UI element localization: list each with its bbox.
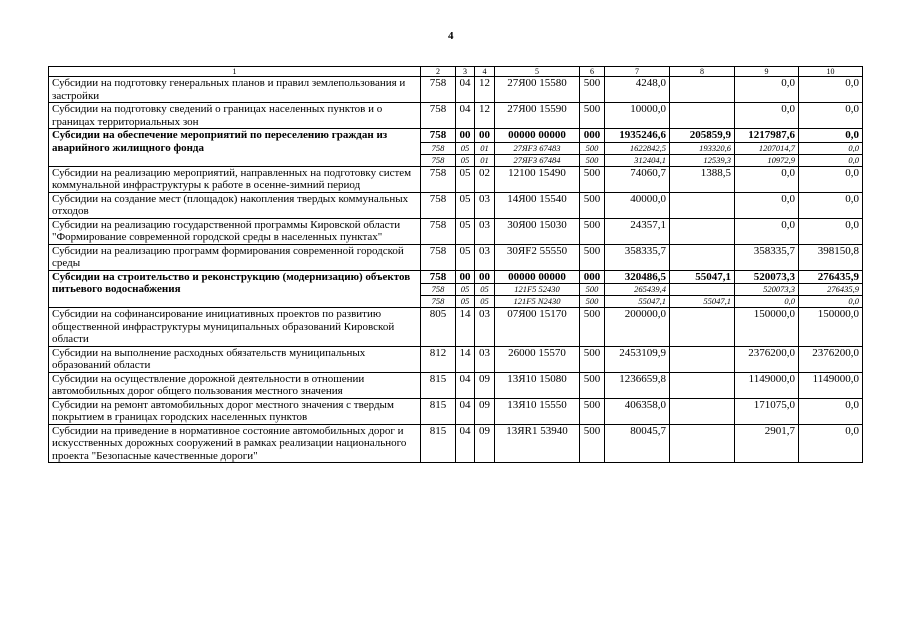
cell-c9: 0,0: [735, 192, 799, 218]
cell-c2: 758: [421, 103, 456, 129]
cell-c7: 10000,0: [605, 103, 670, 129]
cell-c8: [670, 192, 735, 218]
column-header: 10: [799, 67, 863, 77]
subcell-c7: 265439,4: [605, 284, 670, 296]
cell-c6: 500: [580, 398, 605, 424]
cell-c4: 02: [475, 166, 495, 192]
table-row: [49, 218, 863, 244]
cell-c9: 171075,0: [735, 398, 799, 424]
subcell-c6: 500: [580, 284, 605, 296]
cell-c8: 1388,5: [670, 166, 735, 192]
subcell-c3: 05: [456, 154, 475, 166]
cell-c10: 0,0: [799, 129, 863, 143]
subcell-c10: 0,0: [799, 296, 863, 308]
subcell-c2: 758: [421, 284, 456, 296]
cell-c9: 0,0: [735, 103, 799, 129]
cell-c6: 000: [580, 270, 605, 284]
subcell-c7: 312404,1: [605, 154, 670, 166]
column-header: 7: [605, 67, 670, 77]
cell-c3: 04: [456, 372, 475, 398]
cell-c3: 04: [456, 103, 475, 129]
page-number: 4: [448, 30, 454, 42]
subcell-c8: 55047,1: [670, 296, 735, 308]
row-description: Субсидии на выполнение расходных обязательств муниципальных образований области: [49, 346, 421, 372]
column-header: 4: [475, 67, 495, 77]
column-header: 3: [456, 67, 475, 77]
subcell-c4: 01: [475, 154, 495, 166]
cell-c4: 03: [475, 218, 495, 244]
subcell-c8: [670, 284, 735, 296]
row-description: Субсидии на софинансирование инициативных проектов по развитию общественной инфраструктуры муниципальных образований Кировской области: [49, 308, 421, 347]
cell-c9: 0,0: [735, 166, 799, 192]
subcell-c8: 12539,3: [670, 154, 735, 166]
cell-c2: 758: [421, 129, 456, 143]
subcell-c10: 0,0: [799, 142, 863, 154]
subcell-c9: 1207014,7: [735, 142, 799, 154]
cell-c9: 1217987,6: [735, 129, 799, 143]
subcell-c2: 758: [421, 154, 456, 166]
cell-c2: 758: [421, 218, 456, 244]
subcell-c4: 05: [475, 284, 495, 296]
cell-c6: 500: [580, 424, 605, 463]
cell-c10: 0,0: [799, 166, 863, 192]
cell-c6: 500: [580, 103, 605, 129]
cell-c2: 805: [421, 308, 456, 347]
cell-c7: 1236659,8: [605, 372, 670, 398]
row-description: Субсидии на ремонт автомобильных дорог местного значения с твердым покрытием в границах городских населенных пунктов: [49, 398, 421, 424]
cell-c4: 12: [475, 77, 495, 103]
row-description: Субсидии на реализацию программ формирования современной городской среды: [49, 244, 421, 270]
cell-c4: 03: [475, 346, 495, 372]
cell-c4: 12: [475, 103, 495, 129]
cell-c2: 758: [421, 244, 456, 270]
cell-c9: 2376200,0: [735, 346, 799, 372]
subcell-c9: 0,0: [735, 296, 799, 308]
table-row: [49, 77, 863, 103]
cell-c8: [670, 398, 735, 424]
column-header-row: [49, 67, 863, 77]
cell-c8: [670, 424, 735, 463]
cell-c5: 30ЯF2 55550: [495, 244, 580, 270]
subcell-c5: 121F5 N2430: [495, 296, 580, 308]
cell-c2: 758: [421, 77, 456, 103]
subcell-c10: 276435,9: [799, 284, 863, 296]
cell-c3: 05: [456, 166, 475, 192]
cell-c5: 26000 15570: [495, 346, 580, 372]
cell-c5: 13ЯR1 53940: [495, 424, 580, 463]
subcell-c6: 500: [580, 154, 605, 166]
cell-c3: 14: [456, 308, 475, 347]
cell-c3: 04: [456, 424, 475, 463]
cell-c8: 55047,1: [670, 270, 735, 284]
subcell-c6: 500: [580, 142, 605, 154]
cell-c10: 0,0: [799, 218, 863, 244]
cell-c6: 500: [580, 372, 605, 398]
cell-c2: 815: [421, 372, 456, 398]
table-row: [49, 372, 863, 398]
cell-c8: [670, 244, 735, 270]
cell-c9: 150000,0: [735, 308, 799, 347]
cell-c3: 00: [456, 270, 475, 284]
cell-c5: 07Я00 15170: [495, 308, 580, 347]
column-header: 9: [735, 67, 799, 77]
cell-c10: 0,0: [799, 424, 863, 463]
cell-c8: [670, 218, 735, 244]
cell-c2: 758: [421, 192, 456, 218]
cell-c5: 13Я10 15080: [495, 372, 580, 398]
subcell-c7: 1622842,5: [605, 142, 670, 154]
cell-c9: 1149000,0: [735, 372, 799, 398]
cell-c7: 24357,1: [605, 218, 670, 244]
cell-c2: 812: [421, 346, 456, 372]
row-description: Субсидии на подготовку сведений о границах населенных пунктов и о границах территориальных зон: [49, 103, 421, 129]
subcell-c4: 05: [475, 296, 495, 308]
table-row: [49, 166, 863, 192]
cell-c10: 2376200,0: [799, 346, 863, 372]
cell-c10: 0,0: [799, 192, 863, 218]
cell-c2: 815: [421, 424, 456, 463]
row-description: Субсидии на приведение в нормативное состояние автомобильных дорог и искусственных дорожных сооружений в рамках реализации национального проекта "Безопасные качественные дороги": [49, 424, 421, 463]
cell-c2: 758: [421, 166, 456, 192]
cell-c9: 0,0: [735, 77, 799, 103]
cell-c10: 0,0: [799, 103, 863, 129]
cell-c7: 320486,5: [605, 270, 670, 284]
subcell-c5: 27ЯF3 67484: [495, 154, 580, 166]
cell-c3: 05: [456, 218, 475, 244]
cell-c4: 00: [475, 129, 495, 143]
cell-c9: 520073,3: [735, 270, 799, 284]
subcell-c6: 500: [580, 296, 605, 308]
cell-c6: 500: [580, 346, 605, 372]
column-header: 6: [580, 67, 605, 77]
row-description: Субсидии на создание мест (площадок) накопления твердых коммунальных отходов: [49, 192, 421, 218]
cell-c2: 758: [421, 270, 456, 284]
cell-c7: 4248,0: [605, 77, 670, 103]
cell-c7: 1935246,6: [605, 129, 670, 143]
column-header: 1: [49, 67, 421, 77]
cell-c10: 0,0: [799, 77, 863, 103]
cell-c7: 2453109,9: [605, 346, 670, 372]
table-row: [49, 308, 863, 347]
cell-c6: 500: [580, 218, 605, 244]
cell-c3: 05: [456, 244, 475, 270]
cell-c6: 000: [580, 129, 605, 143]
row-description: Субсидии на подготовку генеральных планов и правил землепользования и застройки: [49, 77, 421, 103]
cell-c10: 1149000,0: [799, 372, 863, 398]
cell-c5: 00000 00000: [495, 270, 580, 284]
cell-c10: 276435,9: [799, 270, 863, 284]
cell-c7: 406358,0: [605, 398, 670, 424]
subcell-c2: 758: [421, 142, 456, 154]
row-description: Субсидии на реализацию мероприятий, направленных на подготовку систем коммунальной инфраструктуры к работе в осенне-зимний период: [49, 166, 421, 192]
cell-c6: 500: [580, 77, 605, 103]
subcell-c3: 05: [456, 284, 475, 296]
cell-c3: 04: [456, 398, 475, 424]
column-header: 5: [495, 67, 580, 77]
subcell-c8: 193320,6: [670, 142, 735, 154]
cell-c9: 358335,7: [735, 244, 799, 270]
cell-c5: 12100 15490: [495, 166, 580, 192]
table-row: [49, 192, 863, 218]
subcell-c9: 10972,9: [735, 154, 799, 166]
cell-c6: 500: [580, 166, 605, 192]
row-description: Субсидии на обеспечение мероприятий по переселению граждан из аварийного жилищного фонда: [49, 129, 421, 167]
cell-c7: 40000,0: [605, 192, 670, 218]
cell-c8: [670, 372, 735, 398]
table-row: [49, 346, 863, 372]
cell-c10: 398150,8: [799, 244, 863, 270]
cell-c5: 27Я00 15590: [495, 103, 580, 129]
cell-c8: 205859,9: [670, 129, 735, 143]
row-description: Субсидии на строительство и реконструкцию (модернизацию) объектов питьевого водоснабжения: [49, 270, 421, 308]
subcell-c7: 55047,1: [605, 296, 670, 308]
cell-c10: 150000,0: [799, 308, 863, 347]
row-description: Субсидии на реализацию государственной программы Кировской области "Формирование современной городской среды в населенных пунктах": [49, 218, 421, 244]
cell-c3: 05: [456, 192, 475, 218]
cell-c7: 358335,7: [605, 244, 670, 270]
subcell-c3: 05: [456, 142, 475, 154]
cell-c6: 500: [580, 244, 605, 270]
subcell-c9: 520073,3: [735, 284, 799, 296]
row-description: Субсидии на осуществление дорожной деятельности в отношении автомобильных дорог общего пользования местного значения: [49, 372, 421, 398]
cell-c9: 2901,7: [735, 424, 799, 463]
cell-c4: 09: [475, 398, 495, 424]
cell-c10: 0,0: [799, 398, 863, 424]
cell-c7: 80045,7: [605, 424, 670, 463]
cell-c4: 09: [475, 424, 495, 463]
column-header: 8: [670, 67, 735, 77]
cell-c8: [670, 77, 735, 103]
table-row: [49, 103, 863, 129]
cell-c4: 03: [475, 308, 495, 347]
cell-c3: 04: [456, 77, 475, 103]
subcell-c3: 05: [456, 296, 475, 308]
cell-c4: 09: [475, 372, 495, 398]
cell-c4: 03: [475, 244, 495, 270]
cell-c3: 00: [456, 129, 475, 143]
cell-c5: 13Я10 15550: [495, 398, 580, 424]
cell-c3: 14: [456, 346, 475, 372]
table-row: [49, 398, 863, 424]
table-row: [49, 270, 863, 284]
cell-c7: 200000,0: [605, 308, 670, 347]
cell-c9: 0,0: [735, 218, 799, 244]
cell-c5: 27Я00 15580: [495, 77, 580, 103]
table-row: [49, 244, 863, 270]
subcell-c5: 121F5 52430: [495, 284, 580, 296]
cell-c6: 500: [580, 192, 605, 218]
cell-c2: 815: [421, 398, 456, 424]
cell-c4: 03: [475, 192, 495, 218]
subcell-c10: 0,0: [799, 154, 863, 166]
budget-table: [48, 66, 863, 463]
cell-c4: 00: [475, 270, 495, 284]
cell-c8: [670, 346, 735, 372]
cell-c8: [670, 308, 735, 347]
column-header: 2: [421, 67, 456, 77]
subcell-c5: 27ЯF3 67483: [495, 142, 580, 154]
cell-c5: 30Я00 15030: [495, 218, 580, 244]
table-row: [49, 424, 863, 463]
subcell-c2: 758: [421, 296, 456, 308]
cell-c5: 00000 00000: [495, 129, 580, 143]
cell-c7: 74060,7: [605, 166, 670, 192]
cell-c5: 14Я00 15540: [495, 192, 580, 218]
subcell-c4: 01: [475, 142, 495, 154]
cell-c8: [670, 103, 735, 129]
table-row: [49, 129, 863, 143]
cell-c6: 500: [580, 308, 605, 347]
